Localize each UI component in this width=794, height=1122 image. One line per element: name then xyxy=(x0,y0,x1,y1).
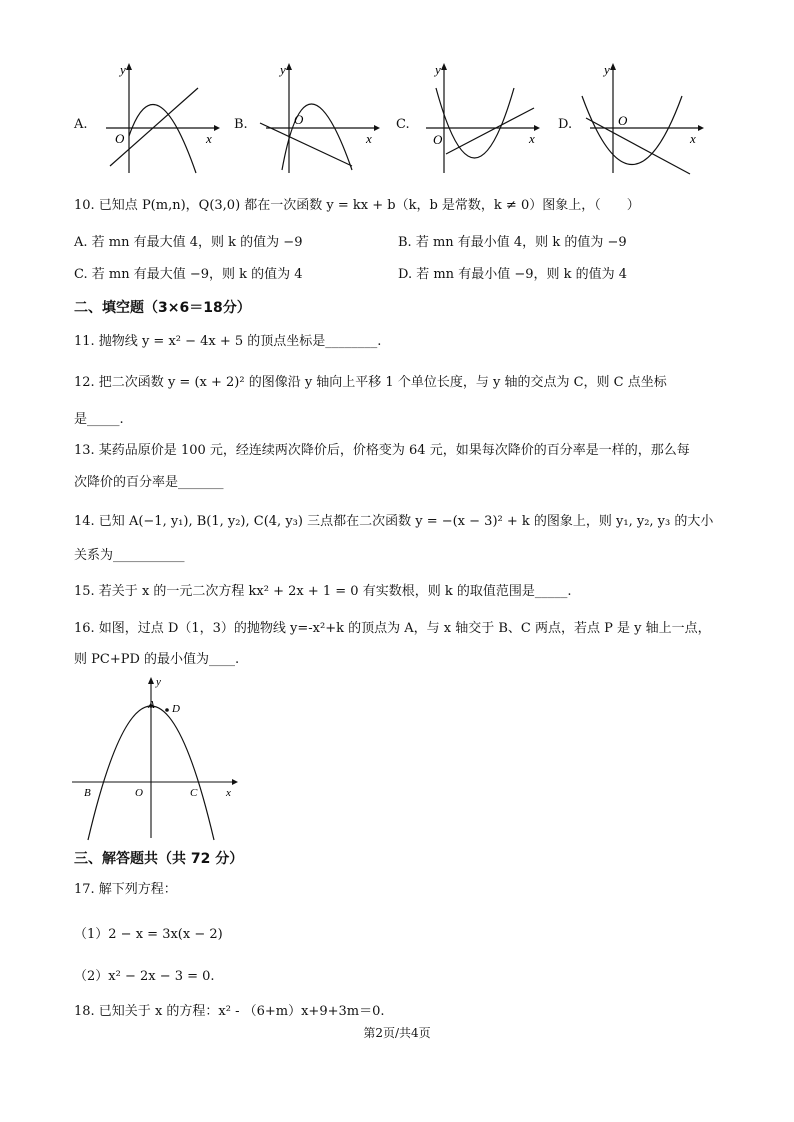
q18: 18. 已知关于 x 的方程：x² - （6+m）x+9+3m＝0. xyxy=(74,1004,385,1019)
option-b-label: B. xyxy=(234,117,248,132)
q10-option-c: C. 若 mn 有最大值 −9，则 k 的值为 4 xyxy=(74,267,303,282)
q17-part2: （2）x² − 2x − 3 = 0. xyxy=(74,969,215,984)
graph-a xyxy=(96,58,226,178)
fig16-b: B xyxy=(84,787,91,799)
graph-c-y: y xyxy=(435,62,441,77)
option-a-label: A. xyxy=(74,117,88,132)
fig16-c: C xyxy=(190,787,198,799)
q16-line2: 则 PC+PD 的最小值为____. xyxy=(74,652,240,667)
q17-stem: 17. 解下列方程： xyxy=(74,882,177,897)
option-d-label: D. xyxy=(558,117,573,132)
q11: 11. 抛物线 y = x² − 4x + 5 的顶点坐标是________. xyxy=(74,334,382,349)
q12-line1: 12. 把二次函数 y = (x + 2)² 的图像沿 y 轴向上平移 1 个单位长度，与 y 轴的交点为 C，则 C 点坐标 xyxy=(74,375,667,390)
q17-part1: （1）2 − x = 3x(x − 2) xyxy=(74,927,223,942)
section-3-title: 三、解答题共（共 72 分） xyxy=(74,851,244,867)
q14-line2: 关系为___________ xyxy=(74,548,185,563)
q16-figure xyxy=(68,672,248,842)
q13-line2: 次降价的百分率是_______ xyxy=(74,475,224,490)
fig16-o: O xyxy=(135,787,143,799)
q12-line2: 是_____. xyxy=(74,412,124,427)
graph-d-x: x xyxy=(690,131,696,146)
graph-b-x: x xyxy=(366,131,372,146)
graph-a-x: x xyxy=(206,131,212,146)
graph-d-y: y xyxy=(604,62,610,77)
graph-c xyxy=(416,58,546,178)
graph-c-x: x xyxy=(529,131,535,146)
graph-b-o: O xyxy=(294,112,304,127)
fig16-x: x xyxy=(226,787,231,799)
graph-c-o: O xyxy=(433,132,443,147)
graph-d xyxy=(580,58,710,178)
fig16-d: D xyxy=(172,703,180,715)
graph-a-y: y xyxy=(120,62,126,77)
graph-b xyxy=(256,58,386,178)
graph-b-y: y xyxy=(280,62,286,77)
q10-option-d: D. 若 mn 有最小值 −9，则 k 的值为 4 xyxy=(398,267,628,282)
q16-line1: 16. 如图，过点 D（1，3）的抛物线 y=-x²+k 的顶点为 A，与 x 轴交于 B、C 两点，若点 P 是 y 轴上一点， xyxy=(74,621,711,636)
fig16-y: y xyxy=(156,676,161,688)
page-footer: 第2页/共4页 xyxy=(363,1026,431,1040)
graph-a-o: O xyxy=(115,131,125,146)
q10-stem: 10. 已知点 P(m,n)，Q(3,0) 都在一次函数 y = kx + b（k，b 是常数，k ≠ 0）图象上，（ ） xyxy=(74,198,640,213)
q10-option-a: A. 若 mn 有最大值 4，则 k 的值为 −9 xyxy=(74,235,303,250)
section-2-title: 二、填空题（3×6＝18分） xyxy=(74,300,251,316)
graph-d-o: O xyxy=(618,113,628,128)
fig16-a: A xyxy=(148,699,155,711)
q13-line1: 13. 某药品原价是 100 元，经连续两次降价后，价格变为 64 元，如果每次降价的百分率是一样的，那么每 xyxy=(74,443,690,458)
q10-option-b: B. 若 mn 有最小值 4，则 k 的值为 −9 xyxy=(398,235,627,250)
option-c-label: C. xyxy=(396,117,410,132)
q9-options xyxy=(60,58,760,178)
q15: 15. 若关于 x 的一元二次方程 kx² + 2x + 1 = 0 有实数根，则 k 的取值范围是_____. xyxy=(74,584,572,599)
q14-line1: 14. 已知 A(−1, y₁), B(1, y₂), C(4, y₃) 三点都在二次函数 y = −(x − 3)² + k 的图象上，则 y₁, y₂, y₃ 的大小 xyxy=(74,514,714,529)
